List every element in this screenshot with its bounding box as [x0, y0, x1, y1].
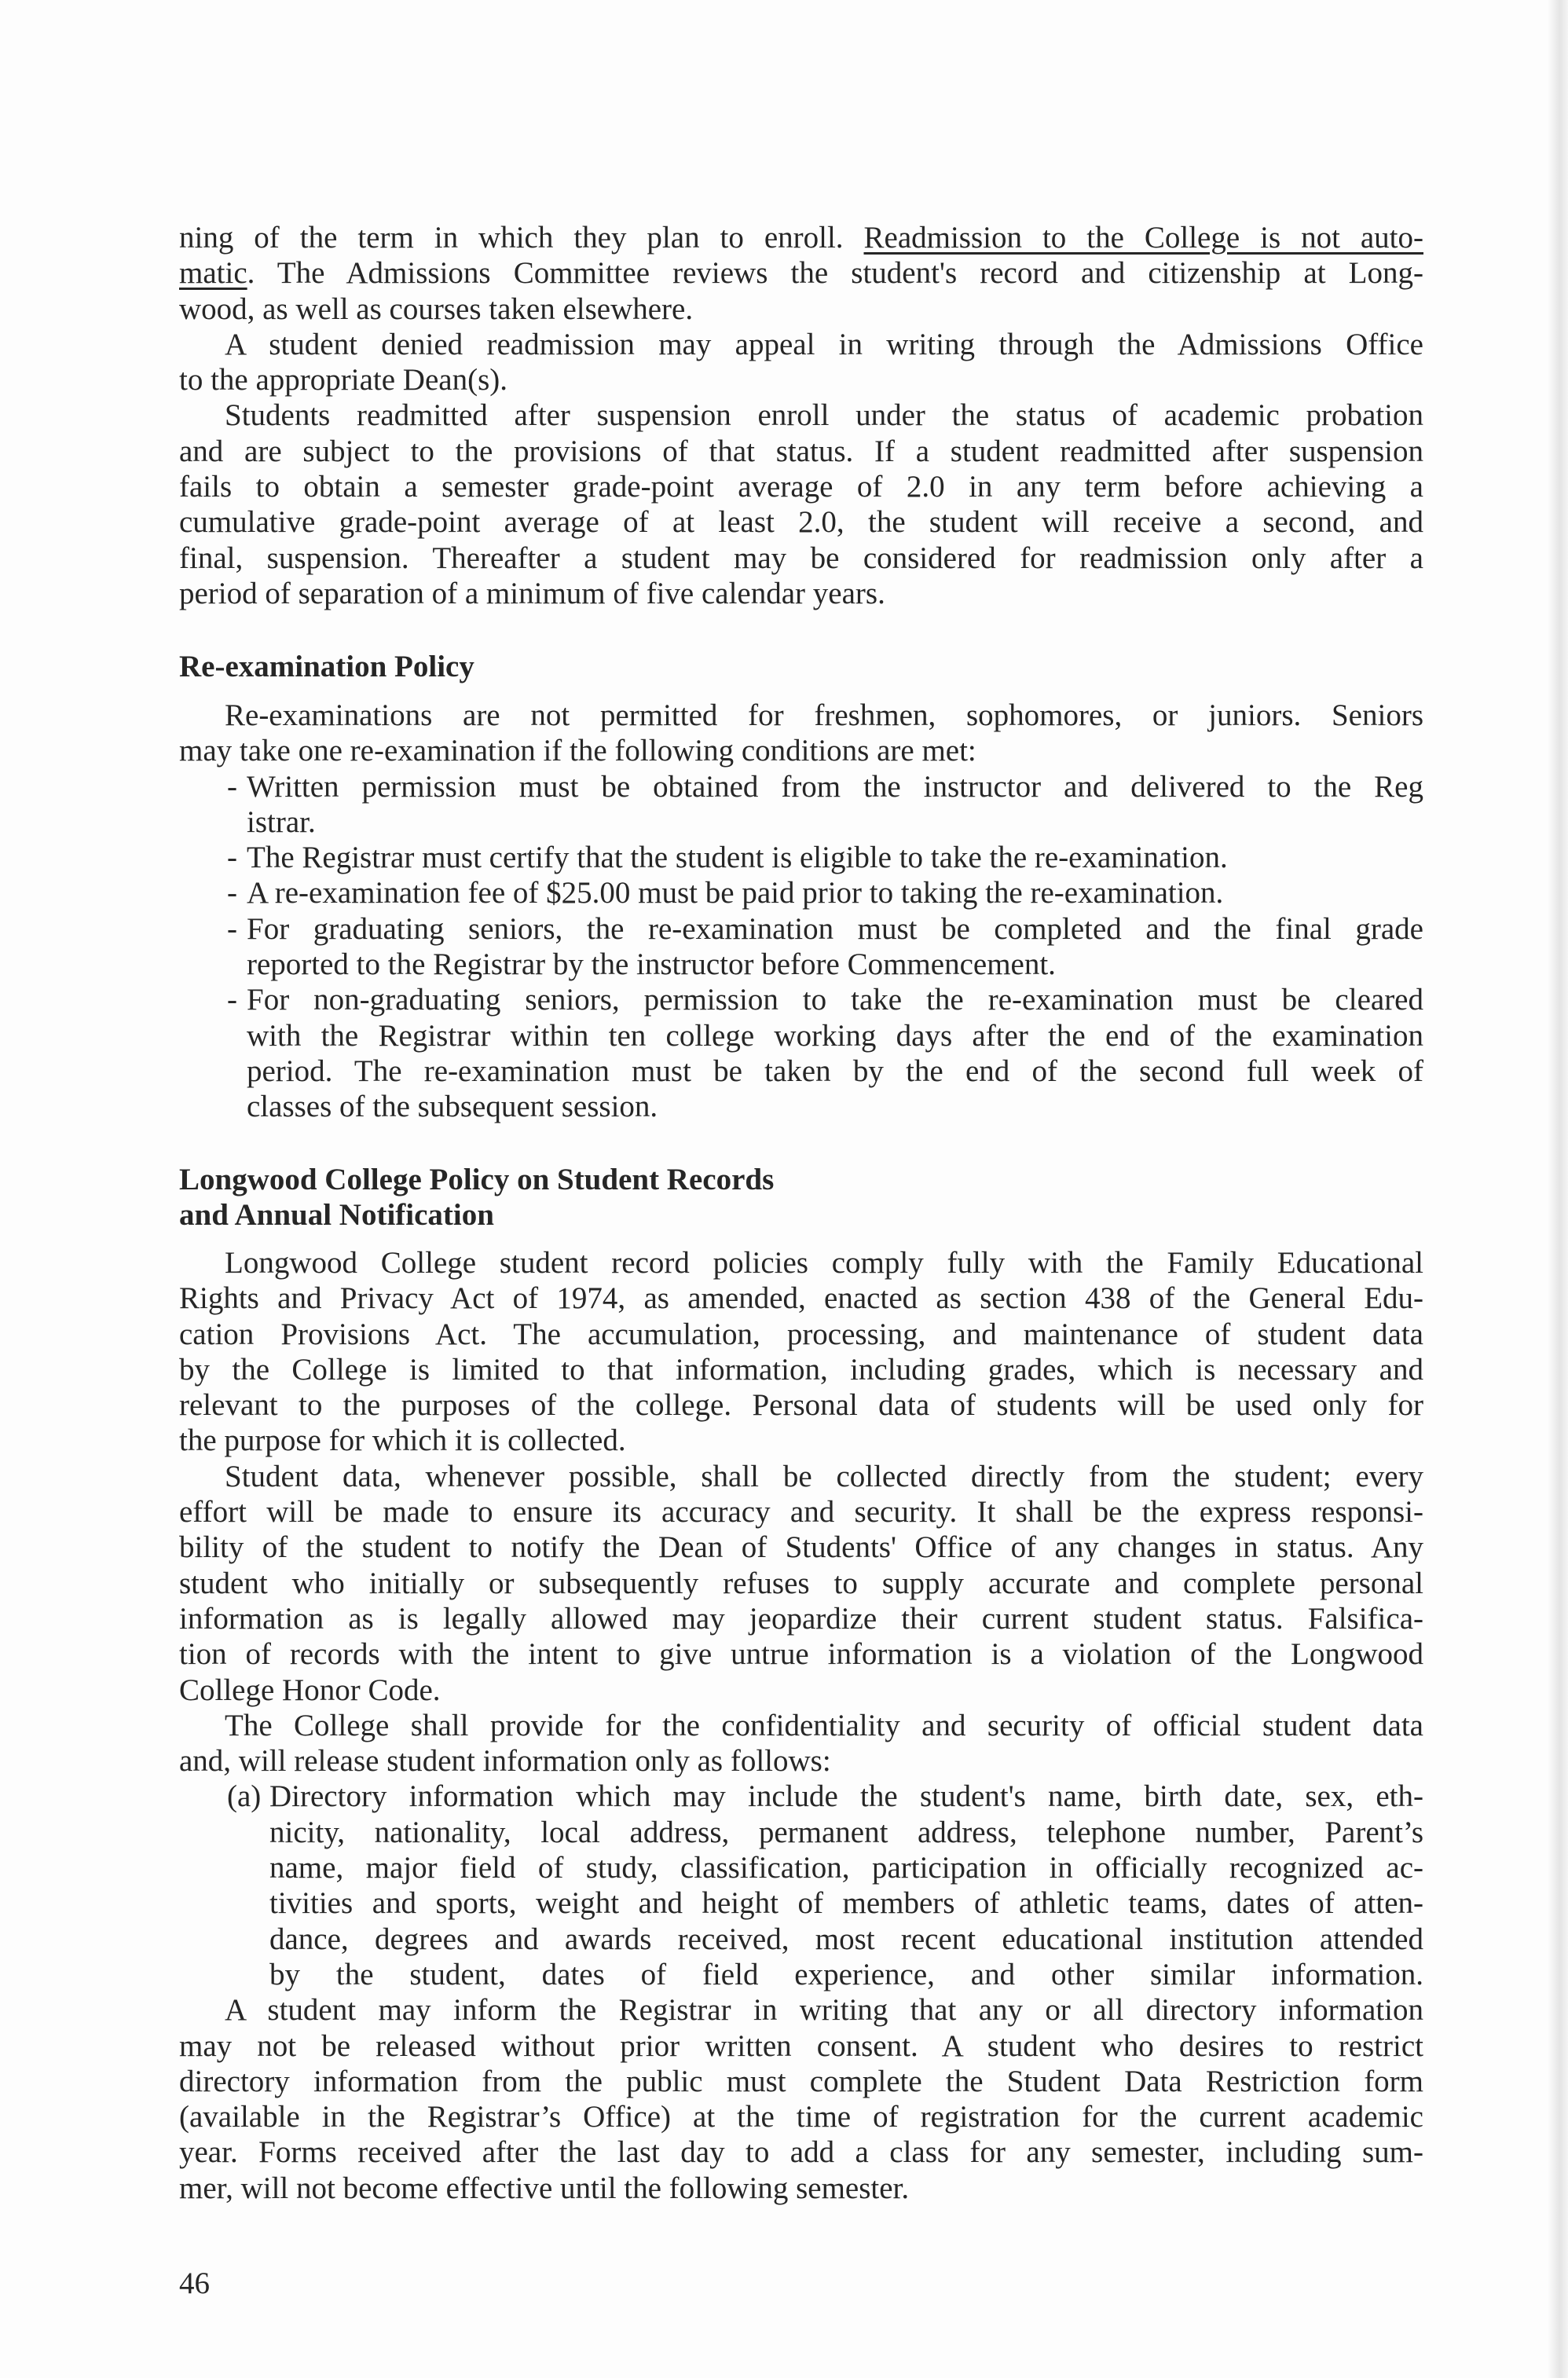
text-line: tion of records with the intent to give untrue information is a violation of the Longwood — [179, 1637, 1423, 1672]
paragraph — [179, 1245, 1423, 1459]
text-line — [179, 255, 1423, 291]
text-line: name, major field of study, classification, participation in officially recognized ac- — [269, 1851, 1423, 1885]
heading-line: Longwood College Policy on Student Records — [179, 1163, 775, 1196]
list-item — [179, 1779, 1423, 1992]
text-line: may not be released without prior written consent. A student who desires to restrict — [179, 2028, 1423, 2063]
text-line: classes of the subsequent session. — [247, 1090, 658, 1124]
text-line: the purpose for which it is collected. — [179, 1424, 626, 1458]
text-line: tivities and sports, weight and height of members of athletic teams, dates of atten- — [269, 1886, 1423, 1921]
text-line: reported to the Registrar by the instructor before Commencement. — [247, 947, 1056, 982]
text-line — [179, 220, 1423, 255]
text-line: with the Registrar within ten college working days after the end of the examination — [247, 1018, 1423, 1053]
text-line: period. The re-examination must be taken by the end of the second full week of — [247, 1053, 1423, 1088]
paragraph — [179, 220, 1423, 327]
paragraph — [179, 698, 1423, 769]
text-line: cation Provisions Act. The accumulation, processing, and maintenance of student data — [179, 1317, 1423, 1351]
text-line: Students readmitted after suspension enroll under the status of academic probation — [225, 398, 1423, 433]
heading-line: and Annual Notification — [179, 1198, 494, 1233]
text-line: relevant to the purposes of the college. Personal data of students will be used only for — [179, 1388, 1423, 1423]
paragraph — [179, 1992, 1423, 2206]
paragraph — [179, 1459, 1423, 1708]
text-line: College Honor Code. — [179, 1673, 441, 1707]
text-segment: ning of the term in which they plan to enroll. — [179, 221, 864, 255]
text-line: cumulative grade-point average of at least 2.0, the student will receive a second, and — [179, 505, 1423, 540]
text-line: Written permission must be obtained from the instructor and delivered to the Reg — [247, 769, 1423, 804]
list-marker: - — [227, 983, 237, 1017]
list-marker: - — [227, 769, 237, 804]
text-line: period of separation of a minimum of five calendar years. — [179, 576, 885, 610]
text-line: and, will release student information only as follows: — [179, 1744, 831, 1779]
list-marker: - — [227, 911, 237, 946]
text-line: fails to obtain a semester grade-point average of 2.0 in any term before achieving a — [179, 470, 1423, 504]
paragraph — [179, 398, 1423, 611]
text-line: Re-examinations are not permitted for freshmen, sophomores, or juniors. Seniors — [225, 698, 1423, 732]
text-line: Student data, whenever possible, shall be collected directly from the student; every — [225, 1459, 1423, 1493]
list-item — [179, 911, 1423, 983]
text-line: to the appropriate Dean(s). — [179, 363, 507, 398]
list-item — [179, 769, 1423, 841]
text-line: by the College is limited to that information, including grades, which is necessary and — [179, 1352, 1423, 1387]
list-marker: (a) — [227, 1779, 262, 1814]
text-line: Rights and Privacy Act of 1974, as amended, enacted as section 438 of the General Edu- — [179, 1281, 1423, 1316]
text-line: nicity, nationality, local address, permanent address, telephone number, Parent’s — [269, 1815, 1423, 1849]
paragraph — [179, 327, 1423, 398]
text-line: (available in the Registrar’s Office) at the time of registration for the current academic — [179, 2100, 1423, 2134]
text-line: The Registrar must certify that the student is eligible to take the re-examination. — [247, 841, 1228, 875]
text-line: final, suspension. Thereafter a student may be considered for readmission only after a — [179, 540, 1423, 575]
text-line: mer, will not become effective until the following semester. — [179, 2171, 910, 2205]
text-segment: . The Admissions Committee reviews the student's record and citizenship at Long- — [247, 256, 1423, 291]
list-item — [179, 840, 1423, 875]
text-line: For graduating seniors, the re-examination must be completed and the final grade — [247, 911, 1423, 946]
list-marker: - — [227, 876, 237, 911]
text-line: may take one re-examination if the following conditions are met: — [179, 734, 976, 768]
text-line: dance, degrees and awards received, most recent educational institution attended — [269, 1922, 1423, 1956]
page-number: 46 — [179, 2266, 210, 2300]
text-line: Directory information which may include the student's name, birth date, sex, eth- — [269, 1779, 1423, 1814]
page-edge-shadow — [1548, 0, 1568, 2378]
text-line: istrar. — [247, 804, 316, 839]
text-line: directory information from the public must complete the Student Data Restriction form — [179, 2064, 1423, 2098]
underlined-text: matic — [179, 256, 247, 291]
list-marker: - — [227, 841, 237, 875]
student-records-section — [179, 1245, 1423, 2206]
text-line: For non-graduating seniors, permission to take the re-examination must be cleared — [247, 983, 1423, 1017]
student-records-heading — [179, 1162, 1423, 1233]
text-line: The College shall provide for the confidentiality and security of official student data — [225, 1708, 1423, 1742]
text-line: wood, as well as courses taken elsewhere. — [179, 291, 694, 326]
text-line: Longwood College student record policies comply fully with the Family Educational — [225, 1246, 1423, 1280]
text-line: A student may inform the Registrar in writing that any or all directory information — [225, 1993, 1423, 2028]
text-line: A re-examination fee of $25.00 must be paid prior to taking the re-examination. — [247, 876, 1224, 911]
text-line: bility of the student to notify the Dean of Students' Office of any changes in status. Any — [179, 1530, 1423, 1565]
reexamination-heading: Re-examination Policy — [179, 650, 474, 683]
readmission-section — [179, 220, 1423, 611]
underlined-text: Readmission to the College is not auto- — [863, 221, 1423, 255]
list-item — [179, 982, 1423, 1124]
list-item — [179, 875, 1423, 911]
text-line: year. Forms received after the last day to add a class for any semester, including sum- — [179, 2135, 1423, 2170]
text-line: effort will be made to ensure its accuracy and security. It shall be the express responsi- — [179, 1495, 1423, 1530]
text-line: and are subject to the provisions of that status. If a student readmitted after suspension — [179, 434, 1423, 468]
text-line: by the student, dates of field experience, and other similar information. — [269, 1957, 1423, 1991]
text-line: information as is legally allowed may jeopardize their current student status. Falsifica- — [179, 1601, 1423, 1636]
text-line: A student denied readmission may appeal in writing through the Admissions Office — [225, 327, 1423, 361]
text-line: student who initially or subsequently refuses to supply accurate and complete personal — [179, 1566, 1423, 1600]
paragraph — [179, 1708, 1423, 1779]
reexamination-section — [179, 698, 1423, 1125]
